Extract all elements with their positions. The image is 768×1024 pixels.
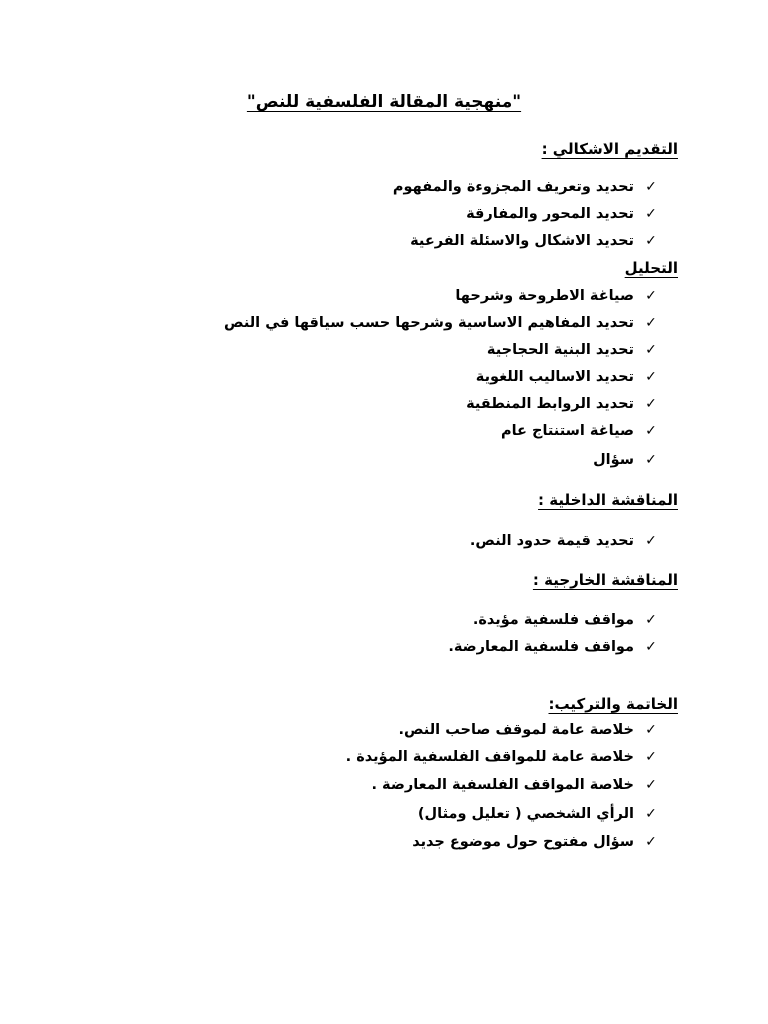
list-item: [593, 450, 658, 470]
check-icon: ✓: [645, 288, 657, 304]
list-item: [393, 177, 658, 197]
list-item: [466, 394, 658, 414]
list-item: [412, 832, 658, 852]
list-item-text: خلاصة عامة للمواقف الفلسفية المؤيدة .: [345, 749, 634, 765]
check-icon: ✓: [645, 423, 657, 439]
check-icon: ✓: [645, 179, 657, 195]
list-item: [410, 231, 658, 251]
check-icon: ✓: [645, 722, 657, 738]
check-icon: ✓: [645, 806, 657, 822]
list-item: [418, 804, 658, 824]
check-icon: ✓: [645, 315, 657, 331]
list-item-text: تحديد وتعريف المجزوءة والمفهوم: [392, 179, 634, 195]
check-icon: ✓: [645, 396, 657, 412]
list-item-text: تحديد الروابط المنطقية: [466, 396, 634, 412]
list-item: [224, 313, 658, 333]
document-title-text: "منهجية المقالة الفلسفية للنص": [246, 92, 522, 112]
list-item: [455, 286, 658, 306]
list-item-text: تحديد قيمة حدود النص.: [469, 533, 634, 549]
list-item: [399, 720, 658, 740]
check-icon: ✓: [645, 342, 657, 358]
list-item-text: مواقف فلسفية مؤيدة.: [472, 612, 634, 628]
check-icon: ✓: [645, 369, 657, 385]
list-item-text: تحديد الاشكال والاسئلة الفرعية: [410, 233, 634, 249]
document-title: [0, 90, 768, 114]
list-item-text: تحديد المفاهيم الاساسية وشرحها حسب سياقها في النص: [224, 315, 634, 331]
list-item-text: الرأي الشخصي ( تعليل ومثال): [417, 806, 634, 822]
check-icon: ✓: [645, 639, 657, 655]
check-icon: ✓: [645, 206, 657, 222]
list-item: [487, 340, 658, 360]
check-icon: ✓: [645, 612, 657, 628]
section-heading-internal-discussion: المناقشة الداخلية :: [538, 491, 678, 509]
check-icon: ✓: [645, 777, 657, 793]
list-item-text: سؤال: [593, 452, 634, 468]
check-icon: ✓: [645, 533, 657, 549]
list-item-text: صياغة الاطروحة وشرحها: [455, 288, 634, 304]
list-item: [466, 204, 658, 224]
check-icon: ✓: [645, 749, 657, 765]
list-item-text: تحديد المحور والمفارقة: [466, 206, 634, 222]
list-item: [470, 531, 658, 551]
list-item: [476, 367, 658, 387]
list-item: [501, 421, 658, 441]
list-item: [371, 775, 658, 795]
list-item-text: مواقف فلسفية المعارضة.: [448, 639, 634, 655]
section-heading-external-discussion: المناقشة الخارجية :: [532, 571, 678, 589]
list-item: [473, 610, 658, 630]
list-item-text: خلاصة المواقف الفلسفية المعارضة .: [371, 777, 634, 793]
section-heading-analysis: التحليل: [624, 259, 678, 277]
list-item: [346, 747, 658, 767]
section-heading-introduction: التقديم الاشكالي :: [541, 140, 678, 158]
section-heading-conclusion: الخاتمة والتركيب:: [548, 695, 678, 713]
list-item-text: تحديد البنية الحجاجية: [486, 342, 634, 358]
check-icon: ✓: [645, 452, 657, 468]
check-icon: ✓: [645, 834, 657, 850]
list-item-text: خلاصة عامة لموقف صاحب النص.: [398, 722, 634, 738]
list-item: [448, 637, 658, 657]
list-item-text: تحديد الاساليب اللغوية: [475, 369, 634, 385]
check-icon: ✓: [645, 233, 657, 249]
list-item-text: صياغة استنتاج عام: [500, 423, 634, 439]
list-item-text: سؤال مفتوح حول موضوع جديد: [412, 834, 634, 850]
